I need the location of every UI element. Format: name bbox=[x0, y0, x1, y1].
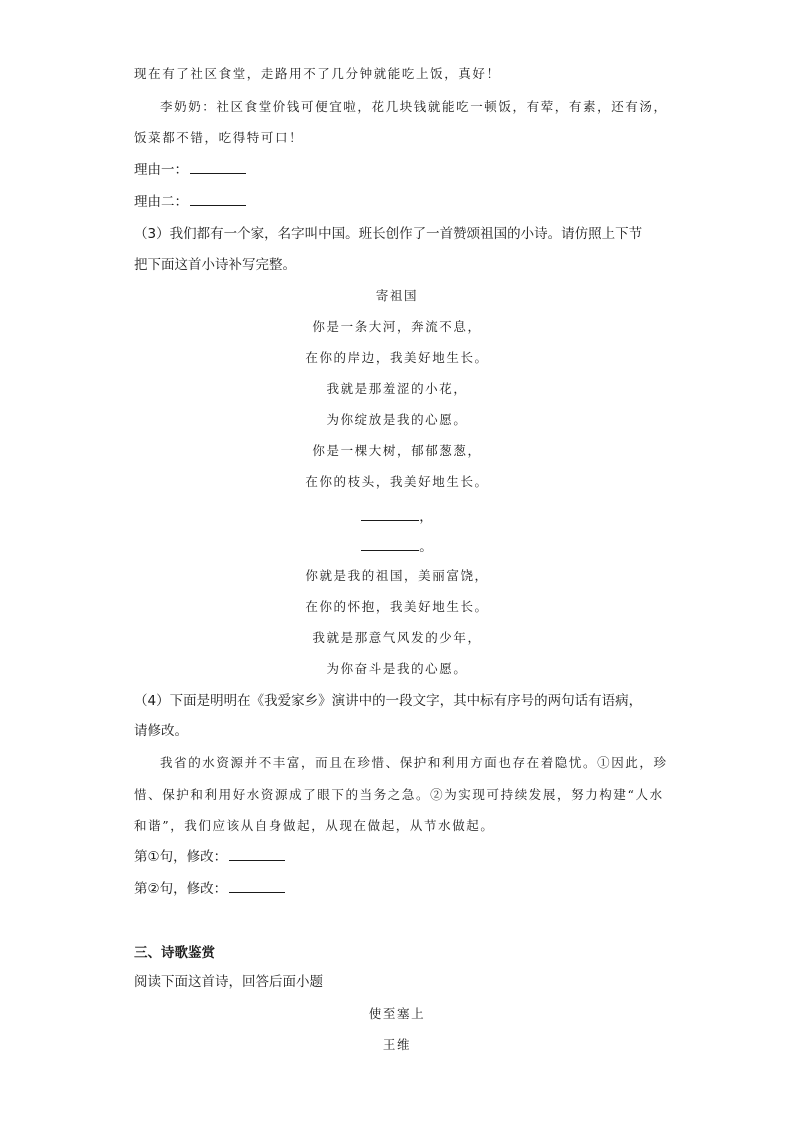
answer-blank[interactable] bbox=[229, 847, 285, 861]
poem-line: 我就是那羞涩的小花， bbox=[326, 381, 468, 396]
poem-line: 你是一条大河，奔流不息， bbox=[312, 319, 482, 334]
paragraph-line: 李奶奶：社区食堂价钱可便宜啦，花几块钱就能吃一顿饭，有荤，有素，还有汤， bbox=[160, 99, 668, 114]
section-instruction: 阅读下面这首诗，回答后面小题 bbox=[134, 974, 323, 990]
passage-line: 我省的水资源并不丰富，而且在珍惜、保护和利用方面也存在着隐忧。①因此，珍 bbox=[160, 755, 668, 770]
reason-two-label: 理由二： bbox=[134, 194, 188, 210]
poem-line: 你是一棵大树，郁郁葱葱， bbox=[312, 443, 482, 458]
answer-blank[interactable] bbox=[361, 508, 419, 521]
poem-line: 为你绽放是我的心愿。 bbox=[326, 412, 468, 427]
fix-1-label: 第①句，修改： bbox=[134, 849, 228, 865]
question-4-text: （4）下面是明明在《我爱家乡》演讲中的一段文字，其中标有序号的两句话有语病， bbox=[134, 693, 643, 709]
reason-two-row bbox=[134, 192, 246, 212]
blank-punctuation: ， bbox=[419, 509, 433, 525]
poem-line: 在你的枝头，我美好地生长。 bbox=[305, 474, 489, 489]
poem-line: 我就是那意气风发的少年， bbox=[312, 630, 482, 645]
question-3-text: 把下面这首小诗补写完整。 bbox=[134, 257, 296, 273]
poem-line: 为你奋斗是我的心愿。 bbox=[326, 661, 468, 676]
passage-line: 惜、保护和利用好水资源成了眼下的当务之急。②为实现可持续发展，努力构建“人水 bbox=[134, 787, 664, 802]
answer-blank[interactable] bbox=[361, 538, 419, 551]
section-heading: 三、诗歌鉴赏 bbox=[134, 945, 215, 961]
passage-line: 和谐”，我们应该从自身做起，从现在做起，从节水做起。 bbox=[134, 818, 495, 833]
poem-blank-line bbox=[0, 537, 794, 557]
poem-line: 在你的岸边，我美好地生长。 bbox=[305, 350, 489, 365]
reason-one-label: 理由一： bbox=[134, 162, 188, 178]
answer-blank[interactable] bbox=[190, 192, 246, 206]
poem-title: 使至塞上 bbox=[368, 1006, 426, 1021]
poem-title: 寄祖国 bbox=[375, 288, 419, 303]
reason-one-row bbox=[134, 160, 246, 180]
poem-line: 在你的怀抱，我美好地生长。 bbox=[305, 599, 489, 614]
question-3-text: （3）我们都有一个家，名字叫中国。班长创作了一首赞颂祖国的小诗。请仿照上下节 bbox=[134, 226, 643, 242]
poem-line: 你就是我的祖国，美丽富饶， bbox=[305, 568, 489, 583]
question-4-text: 请修改。 bbox=[134, 723, 188, 739]
fix-2-row bbox=[134, 879, 285, 899]
fix-1-row bbox=[134, 847, 285, 867]
answer-blank[interactable] bbox=[190, 160, 246, 174]
fix-2-label: 第②句，修改： bbox=[134, 881, 228, 897]
blank-punctuation: 。 bbox=[419, 539, 433, 555]
poem-author: 王维 bbox=[382, 1037, 412, 1052]
paragraph-line: 饭菜都不错，吃得特可口！ bbox=[134, 130, 304, 145]
poem-blank-line bbox=[0, 507, 794, 527]
paragraph-line: 现在有了社区食堂，走路用不了几分钟就能吃上饭，真好！ bbox=[134, 66, 501, 81]
answer-blank[interactable] bbox=[229, 879, 285, 893]
